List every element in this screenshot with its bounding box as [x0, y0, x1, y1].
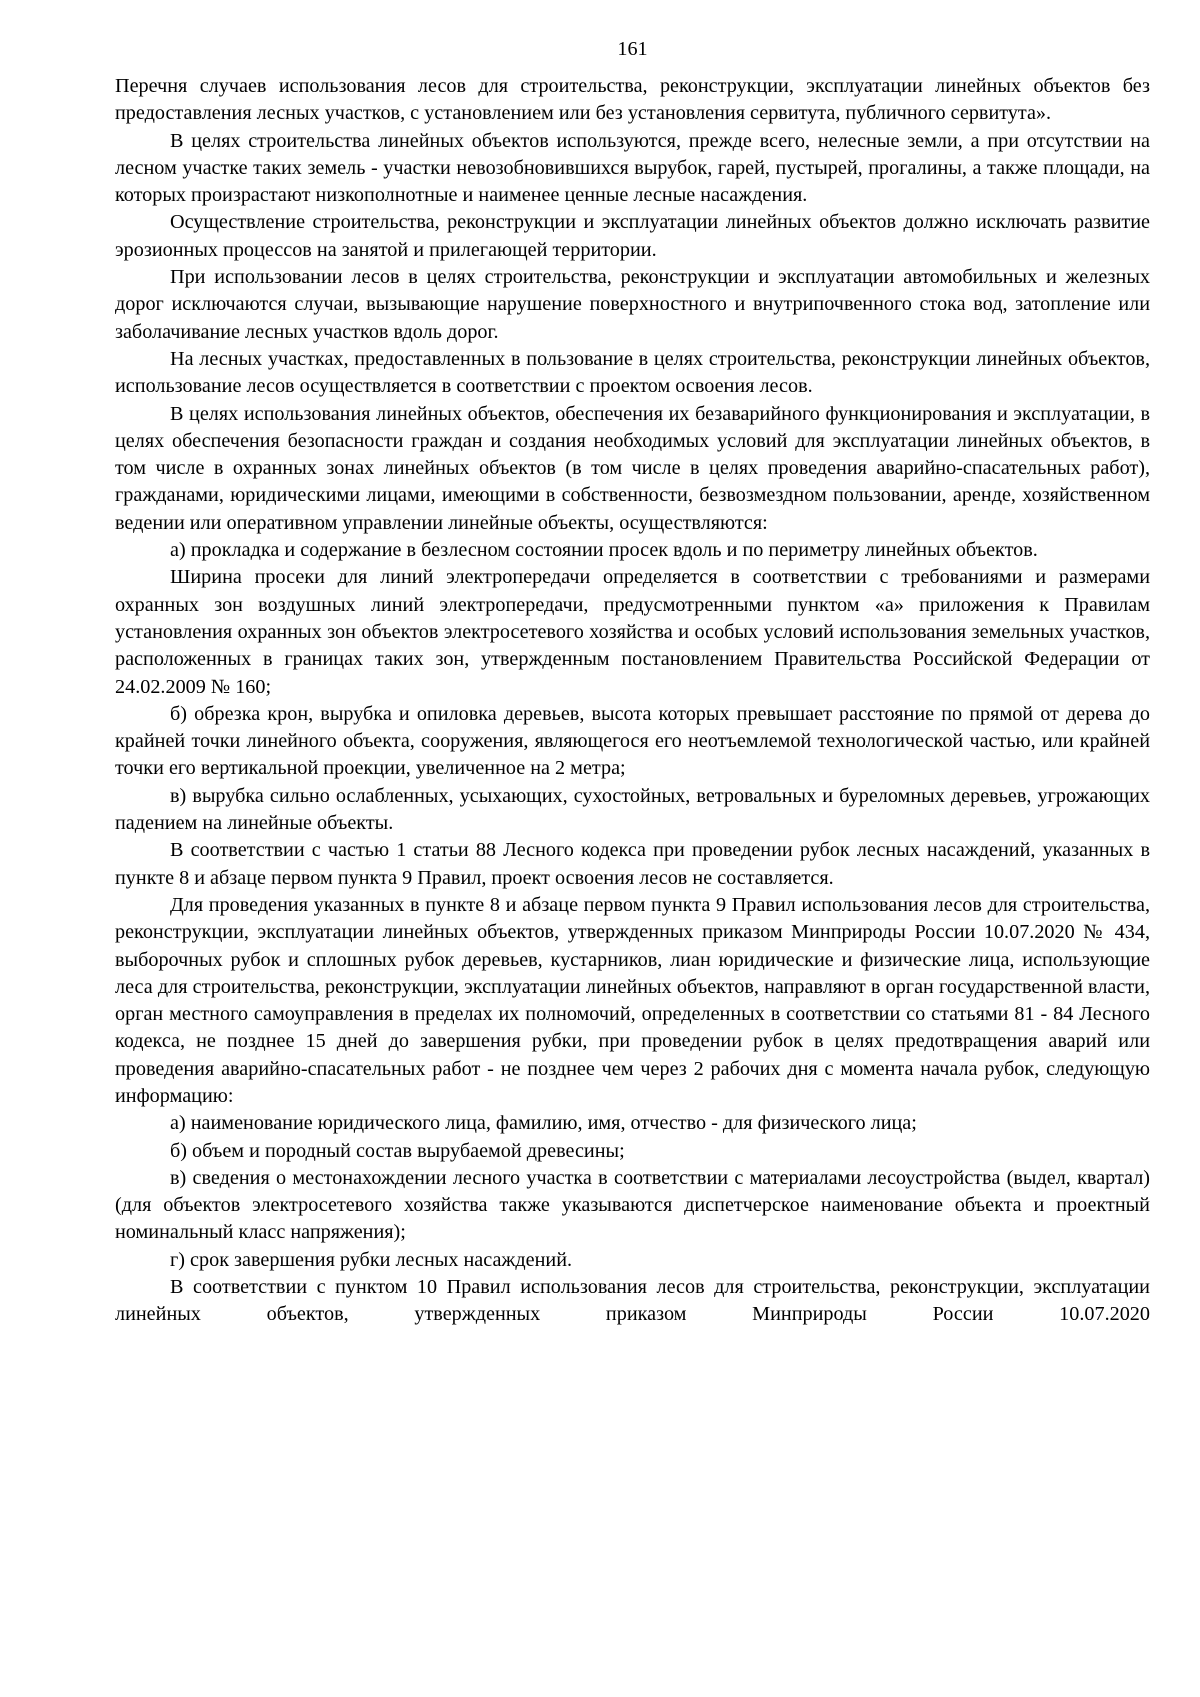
- paragraph-5: На лесных участках, предоставленных в пользование в целях строительства, реконструкции линейных объектов, использование лесов осуществляется в соответствии с проектом освоения лесов.: [115, 347, 1150, 398]
- page-number: 161: [617, 38, 648, 60]
- paragraph-1: Перечня случаев использования лесов для строительства, реконструкции, эксплуатации линейных объектов без предоставления лесных участков, с установлением или без установления сервитута, публичного сервитута».: [115, 75, 1150, 125]
- paragraph-8: Ширина просеки для линий электропередачи определяется в соответствии с требованиями и размерами охранных зон воздушных линий электропередачи, предусмотренными пунктом «а» приложения к Правилам установления охранных зон объектов электросетевого хозяйства и особых условий использования земельных участков, расположенных в границах таких зон, утвержденным постановлением Правительства Российской Федерации от 24.02.2009 № 160;: [115, 566, 1150, 698]
- paragraph-15: в) сведения о местонахождении лесного участка в соответствии с материалами лесоустройства (выдел, квартал) (для объектов электросетевого хозяйства также указываются диспетчерское наименование объекта и проектный номинальный класс напряжения);: [115, 1166, 1150, 1244]
- paragraph-16: г) срок завершения рубки лесных насаждений.: [170, 1248, 573, 1271]
- paragraph-7: а) прокладка и содержание в безлесном состоянии просек вдоль и по периметру линейных объектов.: [170, 539, 1038, 562]
- paragraph-4: При использовании лесов в целях строительства, реконструкции и эксплуатации автомобильных и железных дорог исключаются случаи, вызывающие нарушение поверхностного и внутрипочвенного стока вод, затопление или заболачивание лесных участков вдоль дорог.: [115, 266, 1150, 343]
- paragraph-3: Осуществление строительства, реконструкции и эксплуатации линейных объектов должно исключать развитие эрозионных процессов на занятой и прилегающей территории.: [115, 211, 1150, 261]
- paragraph-10: в) вырубка сильно ослабленных, усыхающих, сухостойных, ветровальных и буреломных деревьев, угрожающих падением на линейные объекты.: [115, 784, 1150, 835]
- paragraph-2: В целях строительства линейных объектов используются, прежде всего, нелесные земли, а при отсутствии на лесном участке таких земель - участки невозобновившихся вырубок, гарей, пустырей, прогалины, а также площади, на которых произрастают низкополнотные и наименее ценные лесные насаждения.: [115, 129, 1150, 207]
- paragraph-12: Для проведения указанных в пункте 8 и абзаце первом пункта 9 Правил использования лесов для строительства, реконструкции, эксплуатации линейных объектов, утвержденных приказом Минприроды России 10.07.2020 № 434, выборочных рубок и сплошных рубок деревьев, кустарников, лиан юридические и физические лица, использующие леса для строительства, реконструкции, эксплуатации линейных объектов, направляют в орган государственной власти, орган местного самоуправления в пределах их полномочий, определенных в соответствии со статьями 81 - 84 Лесного кодекса, не позднее 15 дней до завершения рубки, при проведении рубок в целях предотвращения аварий или проведения аварийно-спасательных работ - не позднее чем через 2 рабочих дня с момента начала рубок, следующую информацию:: [115, 893, 1150, 1107]
- paragraph-14: б) объем и породный состав вырубаемой древесины;: [170, 1139, 625, 1162]
- document-page: [115, 36, 1150, 1329]
- paragraph-13: а) наименование юридического лица, фамилию, имя, отчество - для физического лица;: [170, 1112, 917, 1135]
- paragraph-6: В целях использования линейных объектов, обеспечения их безаварийного функционирования и эксплуатации, в целях обеспечения безопасности граждан и создания необходимых условий для эксплуатации линейных объектов, в том числе в охранных зонах линейных объектов (в том числе в целях проведения аварийно-спасательных работ), гражданами, юридическими лицами, имеющими в собственности, безвозмездном пользовании, аренде, хозяйственном ведении или оперативном управлении линейные объекты, осуществляются:: [115, 402, 1150, 534]
- paragraph-17: В соответствии с пунктом 10 Правил использования лесов для строительства, реконструкции, эксплуатации линейных объектов, утвержденных приказом Минприроды России 10.07.2020: [115, 1276, 1150, 1326]
- paragraph-11: В соответствии с частью 1 статьи 88 Лесного кодекса при проведении рубок лесных насаждений, указанных в пункте 8 и абзаце первом пункта 9 Правил, проект освоения лесов не составляется.: [115, 839, 1150, 889]
- paragraph-9: б) обрезка крон, вырубка и опиловка деревьев, высота которых превышает расстояние по прямой от дерева до крайней точки линейного объекта, сооружения, являющегося его неотъемлемой технологической частью, или крайней точки его вертикальной проекции, увеличенное на 2 метра;: [115, 702, 1150, 780]
